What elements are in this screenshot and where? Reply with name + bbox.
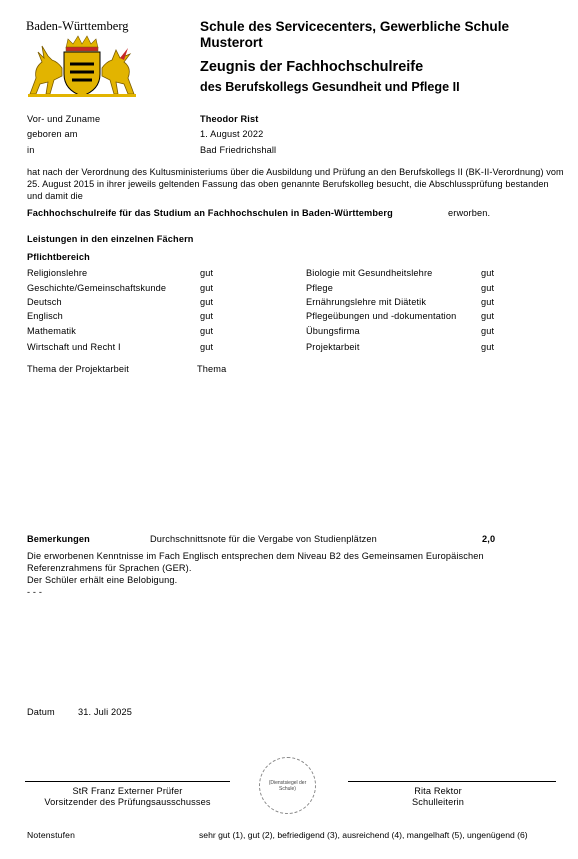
subject-name: Biologie mit Gesundheitslehre — [306, 268, 433, 278]
right-signature-line — [348, 781, 556, 782]
earned-text: erworben. — [448, 208, 491, 218]
birth-label: geboren am — [27, 129, 78, 139]
name-label: Vor- und Zuname — [27, 114, 101, 124]
subject-name: Ernährungslehre mit Diätetik — [306, 297, 427, 307]
subject-name: Projektarbeit — [306, 342, 360, 352]
school-name-line2: Musterort — [200, 35, 263, 50]
principal-role: Schulleiterin — [412, 797, 464, 807]
seal-text: (Dienstsiegel der Schule) — [268, 779, 307, 792]
project-topic-value: Thema — [197, 364, 227, 374]
principal-name: Rita Rektor — [414, 786, 462, 796]
remark-line: Referenzrahmens für Sprachen (GER). — [27, 563, 192, 573]
subject-name: Übungsfirma — [306, 326, 360, 336]
remark-line: - - - — [27, 587, 43, 597]
subject-grade: gut — [481, 342, 495, 352]
intro-paragraph: hat nach der Verordnung des Kultusministeriums über die Ausbildung und Prüfung an den Berufskollegs II (BK-II-Verordnung) vom 25. August 2015 in ihrer jeweils geltenden Fassung das oben genannte Berufskolleg besucht, die Abschlussprüfung bestanden und damit die — [27, 167, 564, 201]
project-topic-label: Thema der Projektarbeit — [27, 364, 130, 374]
place-label: in — [27, 145, 35, 155]
subject-grade: gut — [481, 311, 495, 321]
subject-grade: gut — [481, 326, 495, 336]
name-value: Theodor Rist — [200, 114, 259, 124]
certificate-subtitle: des Berufskollegs Gesundheit und Pflege II — [200, 80, 460, 94]
date-value: 31. Juli 2025 — [78, 707, 133, 717]
grade-scale-label: Notenstufen — [27, 830, 75, 840]
official-seal-placeholder — [259, 757, 316, 814]
chair-role: Vorsitzender des Prüfungsausschusses — [44, 797, 211, 807]
subject-name: Wirtschaft und Recht I — [27, 342, 121, 352]
school-name-line1: Schule des Servicecenters, Gewerbliche Schule — [200, 19, 510, 34]
grades-heading: Leistungen in den einzelnen Fächern — [27, 234, 194, 244]
mandatory-section-heading: Pflichtbereich — [27, 252, 90, 262]
subject-grade: gut — [200, 297, 214, 307]
state-name: Baden-Württemberg — [26, 19, 129, 33]
subject-grade: gut — [200, 283, 214, 293]
subject-grade: gut — [200, 311, 214, 321]
coat-of-arms-icon — [24, 34, 140, 98]
certificate-title: Zeugnis der Fachhochschulreife — [200, 59, 424, 75]
average-grade-value: 2,0 — [482, 534, 496, 544]
subject-name: Pflegeübungen und -dokumentation — [306, 311, 457, 321]
remark-line: Der Schüler erhält eine Belobigung. — [27, 575, 178, 585]
chair-name: StR Franz Externer Prüfer — [72, 786, 183, 796]
subject-name: Mathematik — [27, 326, 76, 336]
remark-line: Die erworbenen Kenntnisse im Fach Englisch entsprechen dem Niveau B2 des Gemeinsamen Europäischen — [27, 551, 484, 561]
average-grade-label: Durchschnittsnote für die Vergabe von Studienplätzen — [150, 534, 377, 544]
subject-grade: gut — [200, 268, 214, 278]
subject-grade: gut — [481, 268, 495, 278]
grade-scale-text: sehr gut (1), gut (2), befriedigend (3), ausreichend (4), mangelhaft (5), ungenügend (6) — [199, 830, 528, 840]
left-signature-line — [25, 781, 230, 782]
subject-grade: gut — [200, 326, 214, 336]
remarks-label: Bemerkungen — [27, 534, 90, 544]
subject-name: Englisch — [27, 311, 63, 321]
subject-name: Pflege — [306, 283, 333, 293]
place-value: Bad Friedrichshall — [200, 145, 277, 155]
birth-value: 1. August 2022 — [200, 129, 264, 139]
subject-grade: gut — [481, 297, 495, 307]
subject-grade: gut — [200, 342, 214, 352]
qualification-text: Fachhochschulreife für das Studium an Fachhochschulen in Baden-Württemberg — [27, 208, 393, 218]
date-label: Datum — [27, 707, 55, 717]
subject-name: Geschichte/Gemeinschaftskunde — [27, 283, 167, 293]
subject-name: Deutsch — [27, 297, 62, 307]
subject-name: Religionslehre — [27, 268, 88, 278]
subject-grade: gut — [481, 283, 495, 293]
